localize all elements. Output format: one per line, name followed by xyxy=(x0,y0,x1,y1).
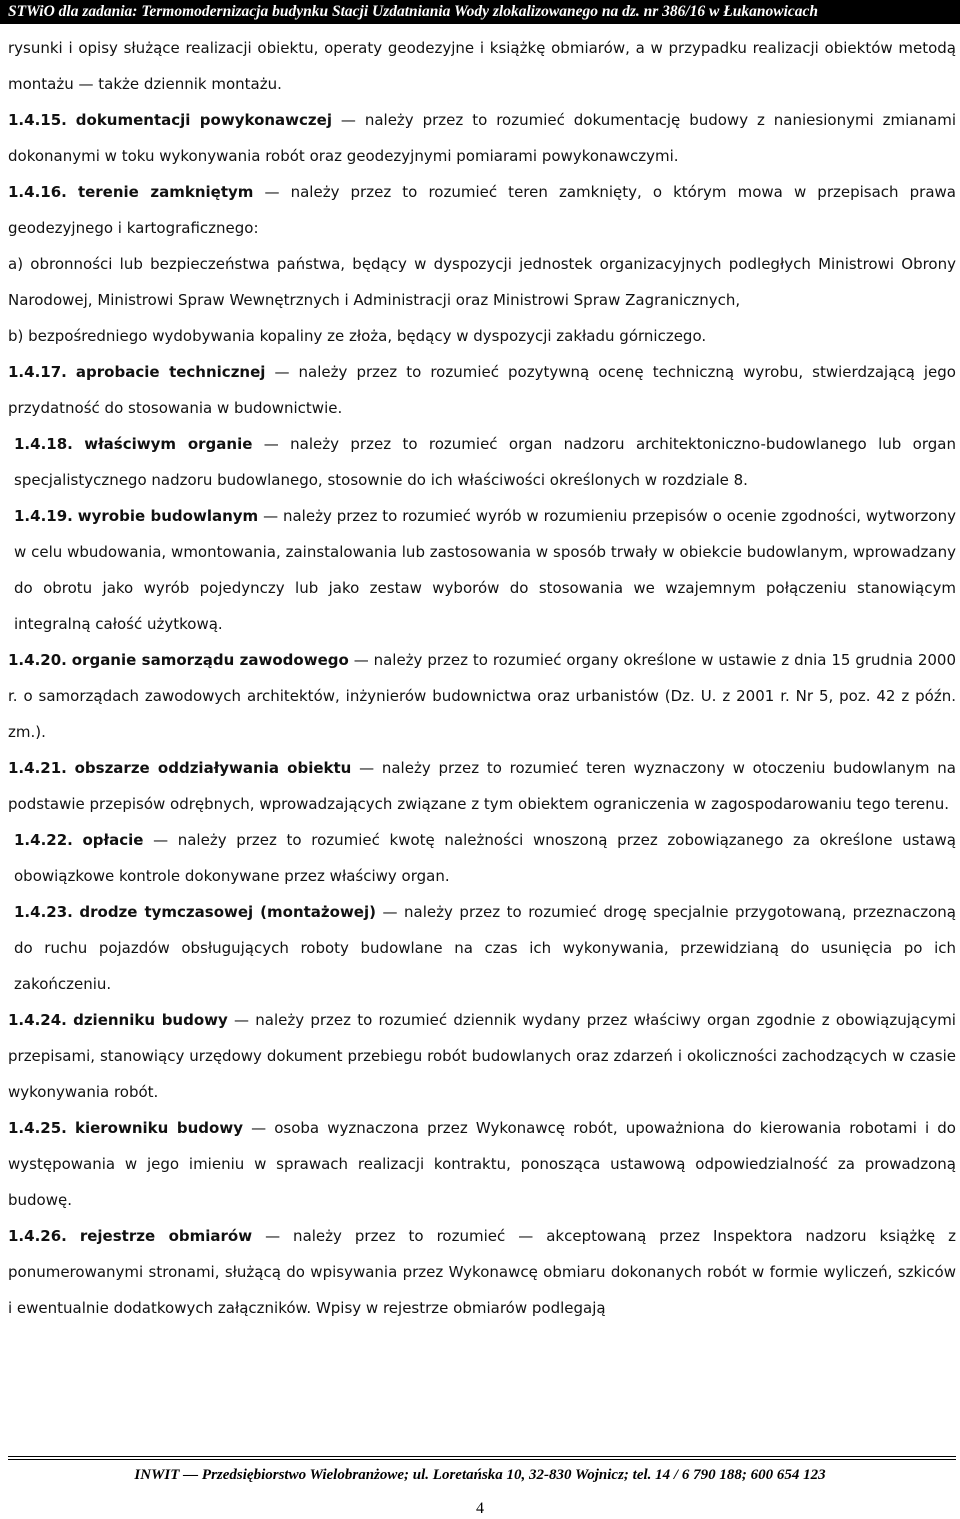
definition-term: obszarze oddziaływania obiektu xyxy=(74,759,352,777)
definition-paragraph xyxy=(8,642,956,750)
definition-paragraph xyxy=(8,822,956,894)
definition-paragraph xyxy=(8,894,956,1002)
definition-number: 1.4.18. xyxy=(14,435,73,453)
definition-term: organie samorządu zawodowego xyxy=(71,651,349,669)
definition-text: — należy przez to rozumieć dokumentację budowy z naniesionymi zmianami dokonanymi w toku wykonywania robót oraz geodezyjnymi pomiarami powykonawczymi. xyxy=(8,111,956,165)
definition-term: opłacie xyxy=(82,831,144,849)
definition-paragraph xyxy=(8,1110,956,1218)
definition-text: — należy przez to rozumieć — akceptowaną przez Inspektora nadzoru książkę z ponumerowanymi stronami, służącą do wpisywania przez Wykonawcę obmiaru dokonanych robót w formie wyliczeń, szkiców i ewentualnie dodatkowych załączników. Wpisy w rejestrze obmiarów podlegają xyxy=(8,1227,956,1317)
definition-number: 1.4.21. xyxy=(8,759,67,777)
definition-term: aprobacie technicznej xyxy=(75,363,266,381)
definition-number: 1.4.15. xyxy=(8,111,67,129)
definition-text: b) bezpośredniego wydobywania kopaliny ze złoża, będący w dyspozycji zakładu górniczego. xyxy=(8,327,707,345)
definition-paragraph xyxy=(8,750,956,822)
definition-number: 1.4.22. xyxy=(14,831,73,849)
definition-text: — należy przez to rozumieć teren wyznaczony w otoczeniu budowlanym na podstawie przepisów odrębnych, wprowadzających związane z tym obiektem ograniczenia w zagospodarowaniu tego terenu. xyxy=(8,759,956,813)
definition-number: 1.4.19. xyxy=(14,507,73,525)
definition-paragraph xyxy=(8,246,956,318)
definition-number: 1.4.23. xyxy=(14,903,73,921)
definition-paragraph xyxy=(8,102,956,174)
definition-paragraph xyxy=(8,426,956,498)
definition-paragraph xyxy=(8,1218,956,1326)
definition-term: rejestrze obmiarów xyxy=(79,1227,253,1245)
definition-text: — należy przez to rozumieć pozytywną ocenę techniczną wyrobu, stwierdzającą jego przydatność do stosowania w budownictwie. xyxy=(8,363,956,417)
footer-rule xyxy=(8,1456,956,1460)
definition-paragraph xyxy=(8,354,956,426)
definition-text: — należy przez to rozumieć organ nadzoru architektoniczno-budowlanego lub organ specjalistycznego nadzoru budowlanego, stosownie do ich właściwości określonych w rozdziale 8. xyxy=(14,435,956,489)
definition-text: — osoba wyznaczona przez Wykonawcę robót, upoważniona do kierowania robotami i do występowania w jego imieniu w sprawach realizacji kontraktu, ponosząca ustawową odpowiedzialność za prowadzoną budowę. xyxy=(8,1119,956,1209)
definition-term: drodze tymczasowej (montażowej) xyxy=(79,903,376,921)
definition-term: właściwym organie xyxy=(84,435,253,453)
page-footer: INWIT — Przedsiębiorstwo Wielobranżowe; ul. Loretańska 10, 32-830 Wojnicz; tel. 14 / 6 790 188; 600 654 123 xyxy=(134,1467,826,1483)
definition-text: — należy przez to rozumieć dziennik wydany przez właściwy organ zgodnie z obowiązującymi przepisami, stanowiący urzędowy dokument przebiegu robót budowlanych oraz zdarzeń i okoliczności zachodzących w czasie wykonywania robót. xyxy=(8,1011,956,1101)
page-number: 4 xyxy=(476,1500,484,1517)
definition-term: dokumentacji powykonawczej xyxy=(75,111,332,129)
definition-paragraph xyxy=(8,1002,956,1110)
definition-term: dzienniku budowy xyxy=(73,1011,228,1029)
page-header: STWiO dla zadania: Termomodernizacja budynku Stacji Uzdatniania Wody zlokalizowanego na dz. nr 386/16 w Łukanowicach xyxy=(0,0,960,24)
definition-number: 1.4.24. xyxy=(8,1011,67,1029)
definition-term: terenie zamkniętym xyxy=(77,183,254,201)
definition-number: 1.4.20. xyxy=(8,651,67,669)
intro-paragraph: rysunki i opisy służące realizacji obiektu, operaty geodezyjne i książkę obmiarów, a w przypadku realizacji obiektów metodą montażu — także dziennik montażu. xyxy=(8,39,956,93)
definition-paragraph xyxy=(8,318,956,354)
definition-term: wyrobie budowlanym xyxy=(77,507,259,525)
definition-number: 1.4.17. xyxy=(8,363,67,381)
definition-term: kierowniku budowy xyxy=(74,1119,243,1137)
definition-paragraph xyxy=(8,174,956,246)
definition-text: — należy przez to rozumieć teren zamknięty, o którym mowa w przepisach prawa geodezyjnego i kartograficznego: xyxy=(8,183,956,237)
definition-number: 1.4.25. xyxy=(8,1119,67,1137)
document-body xyxy=(8,30,956,1326)
definition-text: — należy przez to rozumieć wyrób w rozumieniu przepisów o ocenie zgodności, wytworzony w celu wbudowania, wmontowania, zainstalowania lub zastosowania w sposób trwały w obiekcie budowlanym, wprowadzany do obrotu jako wyrób pojedynczy lub jako zestaw wyborów do stosowania we wzajemnym połączeniu stanowiącym integralną całość użytkową. xyxy=(14,507,956,633)
definition-number: 1.4.16. xyxy=(8,183,67,201)
definition-text: — należy przez to rozumieć drogę specjalnie przygotowaną, przeznaczoną do ruchu pojazdów obsługujących roboty budowlane na czas ich wykonywania, przewidzianą do usunięcia po ich zakończeniu. xyxy=(14,903,956,993)
definition-number: 1.4.26. xyxy=(8,1227,67,1245)
definition-paragraph xyxy=(8,498,956,642)
definition-text: a) obronności lub bezpieczeństwa państwa, będący w dyspozycji jednostek organizacyjnych podległych Ministrowi Obrony Narodowej, Ministrowi Spraw Wewnętrznych i Administracji oraz Ministrowi Spraw Zagranicznych, xyxy=(8,255,956,309)
definition-text: — należy przez to rozumieć organy określone w ustawie z dnia 15 grudnia 2000 r. o samorządach zawodowych architektów, inżynierów budownictwa oraz urbanistów (Dz. U. z 2001 r. Nr 5, poz. 42 z późn. zm.). xyxy=(8,651,956,741)
definition-text: — należy przez to rozumieć kwotę należności wnoszoną przez zobowiązanego za określone ustawą obowiązkowe kontrole dokonywane przez właściwy organ. xyxy=(14,831,956,885)
definitions-list xyxy=(8,102,956,1326)
